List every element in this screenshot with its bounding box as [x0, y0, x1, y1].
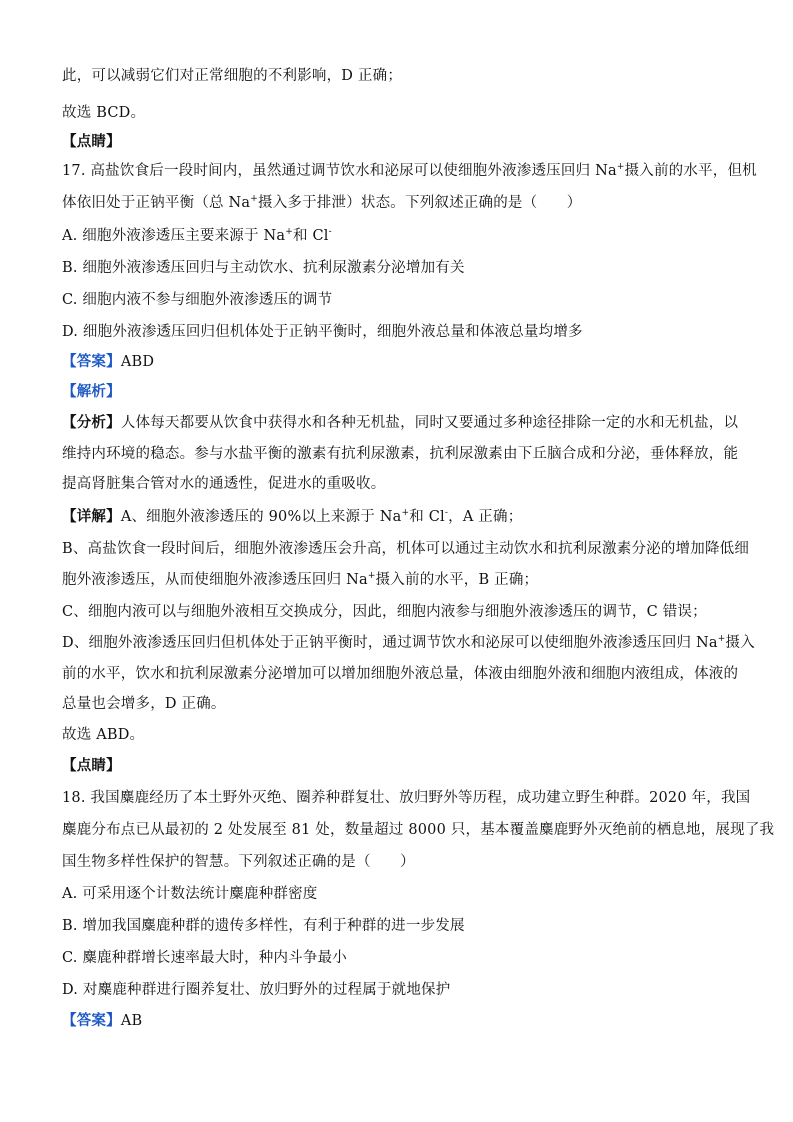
question-17-stem: [62, 161, 757, 181]
fenxi-line: [62, 413, 737, 433]
text: B. 细胞外液渗透压回归与主动饮水、抗利尿激素分泌增加有关: [62, 260, 465, 276]
text: 摄入前的水平，B 正确；: [375, 572, 539, 588]
text: 提高肾脏集合管对水的通透性，促进水的重吸收。: [62, 476, 386, 492]
option-a: [62, 226, 737, 246]
text: ，A 正确；: [448, 509, 523, 525]
text: 摄入多于排泄）状态。下列叙述正确的是（ ）: [258, 195, 582, 211]
option-a: [62, 884, 737, 904]
text: 摄入前的水平，但机: [624, 163, 757, 179]
text: B、高盐饮食一段时间后，细胞外液渗透压会升高，机体可以通过主动饮水和抗利尿激素分泌的增加降低细: [62, 541, 750, 557]
text: 麋鹿分布点已从最初的 2 处发展至 81 处，数量超过 8000 只，基本覆盖麋鹿野外灭绝前的栖息地，展现了我: [62, 822, 775, 838]
text: A. 可采用逐个计数法统计麋鹿种群密度: [62, 886, 318, 902]
answer-line: [62, 1011, 737, 1031]
option-d: [62, 322, 737, 342]
text: C. 麋鹿种群增长速率最大时，种内斗争最小: [62, 950, 347, 966]
superscript: +: [285, 227, 293, 238]
superscript: +: [401, 508, 410, 519]
analysis-tag: [62, 382, 737, 402]
text: D. 细胞外液渗透压回归但机体处于正钠平衡时，细胞外液总量和体液总量均增多: [62, 324, 583, 340]
section-tag: [62, 756, 737, 776]
text: 故选 BCD。: [62, 105, 146, 121]
text-line: [62, 103, 737, 123]
text-line: [62, 66, 737, 86]
answer-value: AB: [120, 1013, 143, 1029]
superscript: +: [250, 194, 258, 205]
text: 维持内环境的稳态。参与水盐平衡的激素有抗利尿激素，抗利尿激素由下丘脑合成和分泌，垂体释放，能: [62, 446, 739, 462]
text: 总量也会增多，D 正确。: [62, 696, 226, 712]
option-b: [62, 916, 737, 936]
xiangjie-line: [62, 664, 737, 684]
section-tag: [62, 132, 737, 152]
option-c: [62, 290, 737, 310]
text: 故选 ABD。: [62, 727, 145, 743]
text: 17. 高盐饮食后一段时间内，虽然通过调节饮水和泌尿可以使细胞外液渗透压回归 Na: [62, 163, 617, 179]
text: B. 增加我国麋鹿种群的遗传多样性，有利于种群的进一步发展: [62, 918, 465, 934]
superscript: +: [616, 162, 625, 173]
text: 此，可以减弱它们对正常细胞的不利影响，D 正确；: [62, 68, 403, 84]
text: C. 细胞内液不参与细胞外液渗透压的调节: [62, 292, 333, 308]
option-b: [62, 258, 737, 278]
xiangjie-tag: 【详解】: [62, 508, 121, 525]
question-18-stem: [62, 788, 751, 808]
xiangjie-line: [62, 570, 737, 590]
superscript: +: [717, 634, 726, 645]
superscript: -: [444, 508, 449, 519]
fenxi-line: [62, 444, 737, 464]
xiangjie-line: [62, 694, 737, 714]
answer-tag: 【答案】: [62, 353, 121, 370]
superscript: -: [328, 227, 332, 238]
answer-line: [62, 352, 737, 372]
text: 体依旧处于正钠平衡（总 Na: [62, 195, 251, 211]
text: 和 Cl: [292, 228, 329, 244]
text: D、细胞外液渗透压回归但机体处于正钠平衡时，通过调节饮水和泌尿可以使细胞外液渗透压回归 Na: [62, 635, 718, 651]
text: 前的水平，饮水和抗利尿激素分泌增加可以增加细胞外液总量，体液由细胞外液和细胞内液组成，体液的: [62, 666, 739, 682]
fenxi-line: [62, 474, 737, 494]
text: D. 对麋鹿种群进行圈养复壮、放归野外的过程属于就地保护: [62, 982, 451, 998]
text: A. 细胞外液渗透压主要来源于 Na: [62, 228, 286, 244]
superscript: +: [367, 571, 376, 582]
xiangjie-line: [62, 633, 755, 653]
choose-line: [62, 725, 737, 745]
question-18-stem: [62, 852, 737, 872]
text: 【点睛】: [62, 133, 121, 150]
text: 和 Cl: [409, 509, 445, 525]
text: C、细胞内液可以与细胞外液相互交换成分，因此，细胞内液参与细胞外液渗透压的调节，C 错误；: [62, 604, 707, 620]
option-d: [62, 980, 737, 1000]
option-c: [62, 948, 737, 968]
question-18-stem: [62, 820, 775, 840]
question-17-stem: [62, 193, 737, 213]
text: 【点睛】: [62, 757, 121, 774]
text: 【解析】: [62, 383, 121, 400]
answer-tag: 【答案】: [62, 1012, 121, 1029]
xiangjie-line: [62, 539, 750, 559]
xiangjie-line: [62, 507, 737, 527]
xiangjie-line: [62, 602, 737, 622]
text: 胞外液渗透压，从而使细胞外液渗透压回归 Na: [62, 572, 368, 588]
fenxi-tag: 【分析】: [62, 414, 121, 431]
text: 人体每天都要从饮食中获得水和各种无机盐，同时又要通过多种途径排除一定的水和无机盐，以: [120, 415, 739, 431]
text: 18. 我国麋鹿经历了本土野外灭绝、圈养种群复壮、放归野外等历程，成功建立野生种群。2020 年，我国: [62, 790, 751, 806]
text: A、细胞外液渗透压的 90%以上来源于 Na: [120, 509, 402, 525]
text: 国生物多样性保护的智慧。下列叙述正确的是（ ）: [62, 854, 415, 870]
text: 摄入: [725, 635, 755, 651]
answer-value: ABD: [120, 354, 155, 370]
